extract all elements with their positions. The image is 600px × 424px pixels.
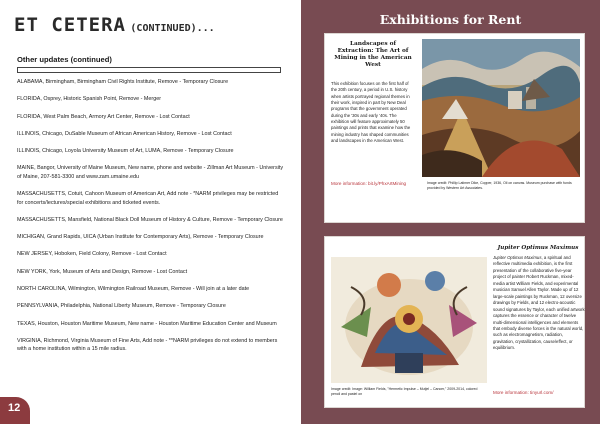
page-number: 12 <box>8 402 21 414</box>
image-caption: Image credit: Phillip Latimer Dike, Copper, 1936, Oil on canvas. Museum purchase with funds provided by Western Art Associates. <box>427 181 572 191</box>
exhibit-description-title: Jupiter Optimus Maximus <box>493 255 542 260</box>
list-item: MASSACHUSETTS, Mansfield, National Black Doll Museum of History & Culture, Remove - Temporary Closure <box>17 216 283 223</box>
list-item: ILLINOIS, Chicago, DuSable Museum of African American History, Remove - Lost Contact <box>17 130 232 137</box>
exhibit-description: This exhibition focuses on the first half of the 20th century, a period in U.S. history when artists portrayed regional themes in their work, inspired in part by New Deal programs that the government operated during the '30s and early '40s. The exhibition will feature approximately 50 paintings and prints that examine how the mining industry has shaped communities and landscapes in the American West. <box>331 81 411 144</box>
exhibit-title: Landscapes of Extraction: The Art of Mining in the American West <box>334 41 412 68</box>
list-item: PENNSYLVANIA, Philadelphia, National Liberty Museum, Remove - Temporary Closure <box>17 303 226 310</box>
image-caption: Image credit: Image: William Fields, "Hermetic Impulse – Mutjel – Cancer," 2009-2014, colored pencil and pastel on <box>331 387 478 397</box>
list-item: MAINE, Bangor, University of Maine Museum, New name, phone and website - Zillman Art Museum - University of Maine, 207-581-3300 and www.zam.umaine.edu <box>17 165 284 180</box>
list-item: ILLINOIS, Chicago, Loyola University Museum of Art, LUMA, Remove - Temporary Closure <box>17 148 234 155</box>
list-item: MASSACHUSETTS, Cotuit, Cahoon Museum of American Art, Add note - *NARM privileges may be restricted for concerts/lectures/special exhibitions and ticketed events. <box>17 191 279 206</box>
page-title: Exhibitions for Rent <box>379 12 522 27</box>
painting-image <box>331 257 487 383</box>
exhibit-description <box>493 255 585 352</box>
exhibit-description-text: , a spiritual and reflective multimedia exhibition, is the first presentation of the collaborative five-year project of painter Robert Ruckman, mixed-media artist William Fields, and experimental musician Samuel Allen Taylor. Made up of 12 large-scale paintings by Ruckman, 12 oversize drawings by Fields, and 12 electro-acoustic sound signatures by Taylor, each unified artwork captures the essence or character of twelve multi-dimensional intelligences and elements that embody diverse forces in the natural world, such as electromagnetism, radiation, gravitation, crystallization, cause/effect, or equilibrium. <box>493 255 585 351</box>
list-item: NEW JERSEY, Hoboken, Field Colony, Remove - Lost Contact <box>17 251 167 258</box>
list-item: MICHIGAN, Grand Rapids, UICA (Urban Institute for Contemporary Arts), Remove - Temporary Closure <box>17 234 264 241</box>
list-item: FLORIDA, West Palm Beach, Armory Art Center, Remove - Lost Contact <box>17 113 190 120</box>
list-item: FLORIDA, Osprey, Historic Spanish Point, Remove - Merger <box>17 96 161 103</box>
exhibit-card-landscapes <box>324 33 585 223</box>
updates-list <box>17 78 285 363</box>
list-item: ALABAMA, Birmingham, Birmingham Civil Rights Institute, Remove - Temporary Closure <box>17 79 229 85</box>
exhibit-title: Jupiter Optimus Maximus <box>497 245 579 251</box>
section-title: ET CETERA <box>14 14 126 36</box>
list-item: NEW YORK, York, Museum of Arts and Design, Remove - Lost Contact <box>17 268 188 275</box>
more-info-link[interactable]: More information: bit.ly/PhxArtMining <box>331 181 407 186</box>
updates-heading: Other updates (continued) <box>17 55 112 64</box>
painting-image <box>422 39 580 177</box>
list-item: TEXAS, Houston, Houston Maritime Museum, New name - Houston Maritime Education Center and Museum <box>17 320 277 327</box>
heading-rule <box>17 67 281 73</box>
exhibit-card-jupiter <box>324 236 585 408</box>
section-header <box>14 14 215 36</box>
section-title-suffix: (CONTINUED)... <box>130 23 215 34</box>
list-item: VIRGINIA, Richmond, Virginia Museum of Fine Arts, Add note - **NARM privileges do not extend to members with a home institution within a 15 mile radius. <box>17 337 278 353</box>
list-item: NORTH CAROLINA, Wilmington, Wilmington Railroad Museum, Remove - Will join at a later date <box>17 286 250 293</box>
more-info-link[interactable]: More information: tinyurl.com/ <box>493 390 554 395</box>
